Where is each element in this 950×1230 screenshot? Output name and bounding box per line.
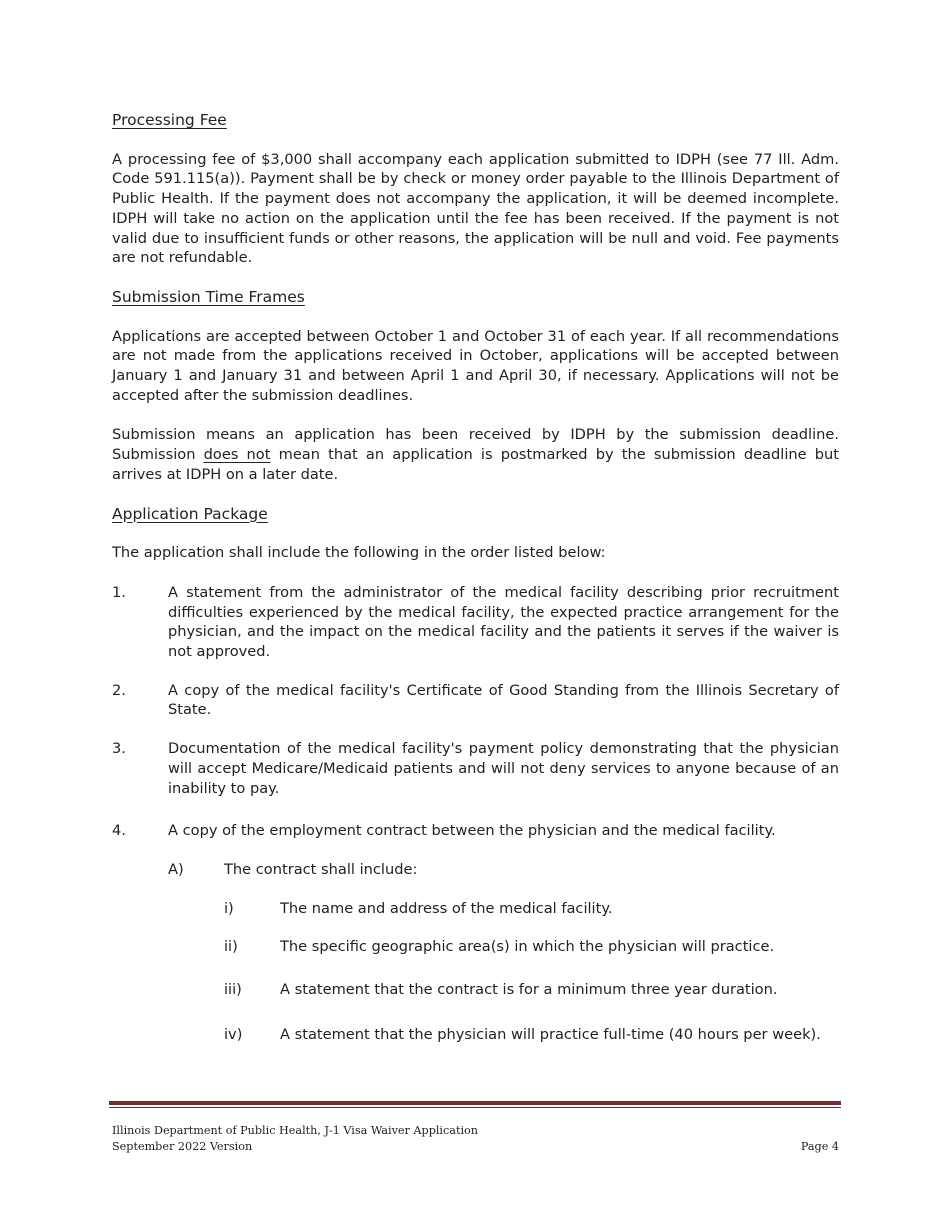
submission-definition-paragraph	[112, 425, 839, 484]
roman-item	[224, 980, 839, 1000]
footer-rule-thin	[109, 1107, 841, 1108]
list-item	[112, 821, 839, 841]
roman-item-numeral: iii)	[224, 981, 242, 999]
list-item-text: Documentation of the medical facility's payment policy demonstrating that the physician will accept Medicare/Medicaid patients and will not deny services to anyone because of an inability to pay.	[168, 740, 839, 797]
application-package-intro: The application shall include the following in the order listed below:	[112, 544, 606, 562]
submission-definition-text-start: Submission means an application has been received by IDPH by the submission deadline. Submission	[112, 426, 839, 464]
list-item-number: 1.	[112, 583, 126, 601]
footer-rule-thick	[109, 1101, 841, 1105]
footer-version: September 2022 Version	[112, 1139, 253, 1153]
roman-item	[224, 1025, 839, 1045]
list-item	[112, 739, 839, 798]
roman-item-numeral: iv)	[224, 1025, 243, 1043]
sub-item-letter: A)	[168, 860, 184, 878]
submission-time-frames-heading: Submission Time Frames	[112, 287, 305, 306]
list-item-number: 4.	[112, 822, 126, 840]
application-package-heading: Application Package	[112, 504, 268, 523]
does-not-emphasis: does not	[203, 446, 271, 464]
roman-item-numeral: ii)	[224, 938, 238, 956]
roman-item-text: A statement that the contract is for a minimum three year duration.	[280, 981, 778, 999]
footer-document-title: Illinois Department of Public Health, J-1 Visa Waiver Application	[112, 1124, 478, 1137]
roman-item-text: The name and address of the medical facility.	[280, 899, 613, 917]
list-item	[112, 681, 839, 720]
list-item-text: A copy of the medical facility's Certificate of Good Standing from the Illinois Secretary of State.	[168, 681, 839, 719]
list-item-number: 2.	[112, 681, 126, 699]
processing-fee-heading: Processing Fee	[112, 111, 227, 129]
roman-item-text: A statement that the physician will practice full-time (40 hours per week).	[280, 1025, 821, 1043]
list-item-text: A statement from the administrator of the medical facility describing prior recruitment difficulties experienced by the medical facility, the expected practice arrangement for the physician, and the impact on the medical facility and the patients it serves if the waiver is not approved.	[168, 583, 839, 661]
roman-item	[224, 899, 839, 919]
submission-time-frames-paragraph: Applications are accepted between October 1 and October 31 of each year. If all recommendations are not made from the applications received in October, applications will be accepted between January 1 and January 31 and between April 1 and April 30, if necessary. Applications will not be accepted after the submission deadlines.	[112, 327, 839, 404]
list-item-number: 3.	[112, 740, 126, 758]
processing-fee-paragraph: A processing fee of $3,000 shall accompany each application submitted to IDPH (see 77 Ill. Adm. Code 591.115(a)). Payment shall be by check or money order payable to the Illinois Department of Public Health. If the payment does not accompany the application, it will be deemed incomplete. IDPH will take no action on the application until the fee has been received. If the payment is not valid due to insufficient funds or other reasons, the application will be null and void. Fee payments are not refundable.	[112, 150, 839, 267]
roman-item-text: The specific geographic area(s) in which the physician will practice.	[280, 938, 775, 956]
sub-item-text: The contract shall include:	[224, 860, 418, 878]
roman-item	[224, 937, 839, 957]
submission-definition-text-end: mean that an application is postmarked by the submission deadline but arrives at IDPH on a later date.	[112, 446, 839, 483]
roman-item-numeral: i)	[224, 899, 234, 917]
page-content	[112, 111, 839, 1045]
page-footer	[112, 1123, 839, 1154]
list-item-text: A copy of the employment contract between the physician and the medical facility.	[168, 822, 776, 840]
list-item	[112, 583, 839, 662]
contract-sub-item	[168, 860, 839, 880]
page-number: Page 4	[800, 1139, 839, 1153]
